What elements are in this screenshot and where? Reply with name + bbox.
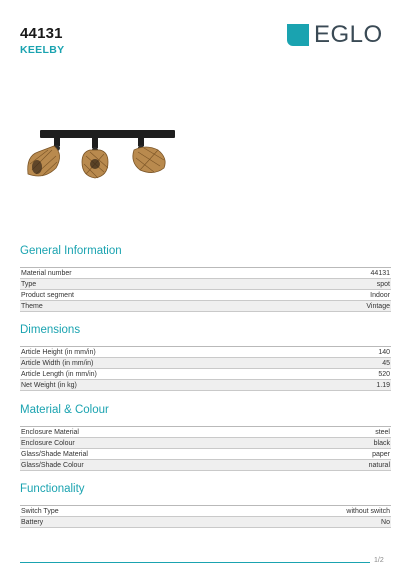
row-label: Material number [21, 269, 72, 277]
row-value: black [373, 439, 390, 447]
section-title: Material & Colour [20, 404, 109, 416]
row-label: Battery [21, 518, 44, 526]
spec-table [20, 505, 391, 528]
spec-table [20, 346, 391, 391]
section-general-information [20, 245, 391, 312]
row-value: natural [368, 461, 390, 469]
table-row [20, 517, 391, 528]
footer-divider [20, 562, 370, 563]
row-label: Glass/Shade Material [21, 450, 88, 458]
row-label: Product segment [21, 291, 74, 299]
table-row [20, 268, 391, 279]
section-functionality [20, 483, 391, 528]
row-value: steel [375, 428, 390, 436]
section-title: General Information [20, 245, 122, 257]
spec-table [20, 426, 391, 471]
table-row [20, 449, 391, 460]
section-material-colour [20, 404, 391, 471]
product-number: 44131 [20, 25, 63, 42]
row-value: Indoor [370, 291, 390, 299]
row-label: Article Height (in mm/in) [21, 348, 96, 356]
row-value: 520 [378, 370, 390, 378]
header [20, 26, 64, 56]
brand-logo [287, 21, 383, 48]
row-value: 140 [378, 348, 390, 356]
row-label: Net Weight (in kg) [21, 381, 77, 389]
row-value: spot [376, 280, 390, 288]
section-dimensions [20, 324, 391, 391]
row-label: Theme [21, 302, 43, 310]
table-row [20, 427, 391, 438]
brand-name: EGLO [314, 21, 383, 48]
row-label: Article Length (in mm/in) [21, 370, 97, 378]
row-value: 44131 [370, 269, 390, 277]
row-value: 45 [382, 359, 390, 367]
row-label: Glass/Shade Colour [21, 461, 84, 469]
section-title: Dimensions [20, 324, 81, 336]
row-value: without switch [346, 507, 390, 515]
row-value: Vintage [366, 302, 390, 310]
table-row [20, 290, 391, 301]
table-row [20, 460, 391, 471]
row-label: Article Width (in mm/in) [21, 359, 94, 367]
three-spot-ceiling-lamp-with-rattan-shades-icon [28, 130, 175, 178]
row-label: Type [21, 280, 37, 288]
row-label: Enclosure Colour [21, 439, 75, 447]
table-row [20, 301, 391, 312]
page-number: 1/2 [374, 557, 384, 564]
row-label: Enclosure Material [21, 428, 79, 436]
row-value: paper [372, 450, 390, 458]
section-title: Functionality [20, 483, 85, 495]
table-row [20, 506, 391, 517]
row-value: No [381, 518, 390, 526]
table-row [20, 369, 391, 380]
spec-table [20, 267, 391, 312]
row-value: 1.19 [376, 381, 390, 389]
table-row [20, 438, 391, 449]
table-row [20, 358, 391, 369]
table-row [20, 347, 391, 358]
product-image [20, 120, 180, 190]
row-label: Switch Type [21, 507, 59, 515]
table-row [20, 279, 391, 290]
table-row [20, 380, 391, 391]
eglo-logo-icon [287, 24, 309, 46]
product-name: KEELBY [20, 44, 65, 56]
